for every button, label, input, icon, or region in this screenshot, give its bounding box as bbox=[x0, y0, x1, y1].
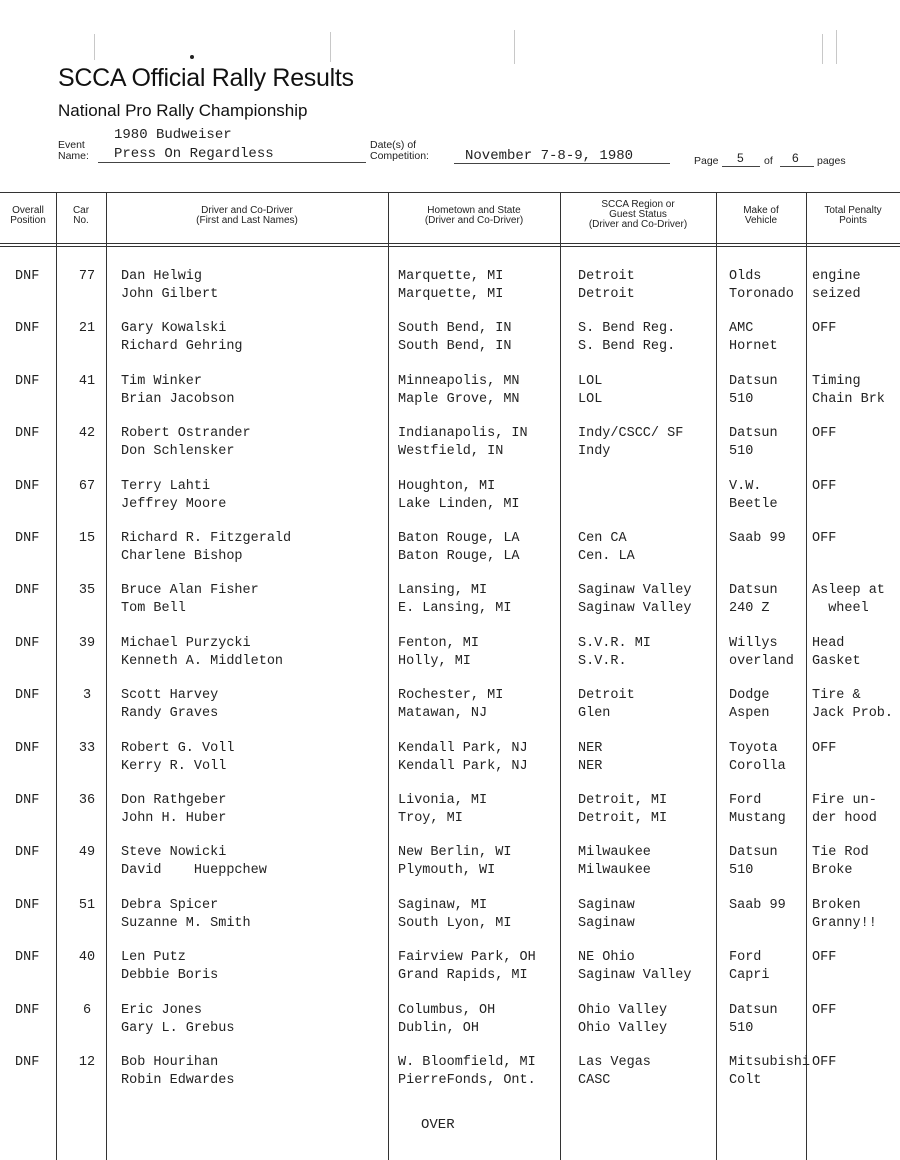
table-row bbox=[0, 1054, 900, 1106]
vehicle-make: Willys overland bbox=[729, 635, 794, 669]
header-make: Make of Vehicle bbox=[743, 205, 779, 226]
car-number: 39 bbox=[78, 635, 96, 651]
hometown: Houghton, MI Lake Linden, MI bbox=[398, 478, 520, 512]
overall-position: DNF bbox=[15, 531, 40, 546]
overall-position: DNF bbox=[15, 321, 40, 337]
table-row bbox=[0, 844, 900, 896]
vehicle-make: Saab 99 bbox=[729, 531, 786, 546]
hometown: Rochester, MI Matawan, NJ bbox=[398, 688, 504, 722]
header-hometown: Hometown and State (Driver and Co-Driver) bbox=[424, 205, 524, 226]
overall-position: DNF bbox=[15, 635, 40, 651]
penalty-points: OFF bbox=[812, 1002, 837, 1018]
driver-names: Scott Harvey Randy Graves bbox=[121, 688, 219, 722]
event-name: Press On Regardless bbox=[114, 146, 274, 162]
scca-region: Saginaw Saginaw bbox=[578, 897, 635, 931]
car-number: 77 bbox=[78, 269, 96, 284]
driver-names: Debra Spicer Suzanne M. Smith bbox=[121, 897, 251, 931]
scca-region: NE Ohio Saginaw Valley bbox=[578, 950, 692, 984]
penalty-points: OFF bbox=[812, 478, 837, 494]
pages-label: pages bbox=[817, 155, 846, 167]
car-number: 35 bbox=[78, 583, 96, 599]
header-driver: Driver and Co-Driver (First and Last Names) bbox=[196, 205, 298, 226]
overall-position: DNF bbox=[15, 845, 40, 861]
penalty-points: OFF bbox=[812, 740, 837, 756]
vehicle-make: Toyota Corolla bbox=[729, 740, 786, 774]
driver-names: Gary Kowalski Richard Gehring bbox=[121, 321, 243, 355]
overall-position: DNF bbox=[15, 478, 40, 494]
page-label: Page bbox=[694, 155, 719, 167]
scca-region: Indy/CSCC/ SF Indy bbox=[578, 426, 684, 460]
scan-mark bbox=[514, 30, 515, 64]
scca-region: Detroit Detroit bbox=[578, 269, 635, 302]
dates-label-top: Date(s) of bbox=[370, 139, 417, 151]
form-subtitle: National Pro Rally Championship bbox=[58, 101, 308, 120]
driver-names: Don Rathgeber John H. Huber bbox=[121, 793, 227, 826]
car-number: 40 bbox=[78, 950, 96, 966]
hometown: Kendall Park, NJ Kendall Park, NJ bbox=[398, 740, 528, 774]
scca-region: Saginaw Valley Saginaw Valley bbox=[578, 583, 692, 617]
penalty-points: Asleep at wheel bbox=[812, 583, 885, 617]
scan-mark bbox=[822, 34, 823, 64]
scca-region: S. Bend Reg. S. Bend Reg. bbox=[578, 321, 676, 355]
header-region: SCCA Region or Guest Status (Driver and Co-Driver) bbox=[588, 199, 688, 230]
penalty-points: OFF bbox=[812, 531, 837, 546]
overall-position: DNF bbox=[15, 373, 40, 389]
overall-position: DNF bbox=[15, 950, 40, 966]
penalty-points: OFF bbox=[812, 321, 837, 337]
driver-names: Dan Helwig John Gilbert bbox=[121, 269, 219, 302]
car-number: 6 bbox=[82, 1002, 92, 1018]
overall-position: DNF bbox=[15, 793, 40, 808]
overall-position: DNF bbox=[15, 740, 40, 756]
table-row bbox=[0, 530, 900, 582]
penalty-points: Fire un- der hood bbox=[812, 793, 877, 826]
results-table bbox=[0, 192, 900, 1160]
scca-region: NER NER bbox=[578, 740, 603, 774]
event-line1: 1980 Budweiser bbox=[114, 127, 232, 143]
overall-position: DNF bbox=[15, 426, 40, 442]
hometown: Lansing, MI E. Lansing, MI bbox=[398, 583, 512, 617]
car-number: 33 bbox=[78, 740, 96, 756]
header-rule-double bbox=[0, 246, 900, 247]
penalty-points: Broken Granny!! bbox=[812, 897, 877, 931]
over-note: OVER bbox=[421, 1117, 455, 1133]
scca-region: LOL LOL bbox=[578, 373, 603, 407]
table-row bbox=[0, 792, 900, 844]
vehicle-make: Datsun 510 bbox=[729, 845, 778, 879]
scca-region: Ohio Valley Ohio Valley bbox=[578, 1002, 668, 1036]
driver-names: Richard R. Fitzgerald Charlene Bishop bbox=[121, 531, 292, 564]
vehicle-make: Dodge Aspen bbox=[729, 688, 770, 722]
scca-region: Detroit Glen bbox=[578, 688, 635, 722]
table-row bbox=[0, 949, 900, 1001]
vehicle-make: Saab 99 bbox=[729, 897, 786, 913]
car-number: 67 bbox=[78, 478, 96, 494]
header-rule bbox=[0, 243, 900, 244]
table-row bbox=[0, 373, 900, 425]
hometown: Fairview Park, OH Grand Rapids, MI bbox=[398, 950, 536, 984]
overall-position: DNF bbox=[15, 1055, 40, 1070]
overall-position: DNF bbox=[15, 583, 40, 599]
vehicle-make: Ford Capri bbox=[729, 950, 770, 984]
page-total-underline bbox=[780, 166, 814, 167]
driver-names: Terry Lahti Jeffrey Moore bbox=[121, 478, 227, 512]
hometown: South Bend, IN South Bend, IN bbox=[398, 321, 512, 355]
hometown: W. Bloomfield, MI PierreFonds, Ont. bbox=[398, 1055, 536, 1088]
hometown: Marquette, MI Marquette, MI bbox=[398, 269, 504, 302]
header-penalty: Total Penalty Points bbox=[824, 205, 882, 226]
driver-names: Robert Ostrander Don Schlensker bbox=[121, 426, 251, 460]
table-row bbox=[0, 582, 900, 634]
scca-region: S.V.R. MI S.V.R. bbox=[578, 635, 651, 669]
car-number: 41 bbox=[78, 373, 96, 389]
penalty-points: Tire & Jack Prob. bbox=[812, 688, 894, 722]
header-car-number: Car No. bbox=[72, 205, 90, 226]
scca-region: Detroit, MI Detroit, MI bbox=[578, 793, 668, 826]
vehicle-make: Datsun 240 Z bbox=[729, 583, 778, 617]
hometown: Minneapolis, MN Maple Grove, MN bbox=[398, 373, 520, 407]
dates-underline bbox=[454, 163, 670, 164]
event-label-top: Event bbox=[58, 139, 85, 151]
penalty-points: Head Gasket bbox=[812, 635, 861, 669]
dates-label-bottom: Competition: bbox=[370, 150, 429, 162]
vehicle-make: Mitsubishi Colt bbox=[729, 1055, 811, 1088]
table-row bbox=[0, 320, 900, 372]
driver-names: Len Putz Debbie Boris bbox=[121, 950, 219, 984]
table-row bbox=[0, 1002, 900, 1054]
car-number: 15 bbox=[78, 531, 96, 546]
scca-region: Las Vegas CASC bbox=[578, 1055, 651, 1088]
table-row bbox=[0, 740, 900, 792]
driver-names: Eric Jones Gary L. Grebus bbox=[121, 1002, 235, 1036]
table-row bbox=[0, 897, 900, 949]
hometown: Saginaw, MI South Lyon, MI bbox=[398, 897, 512, 931]
driver-names: Michael Purzycki Kenneth A. Middleton bbox=[121, 635, 284, 669]
overall-position: DNF bbox=[15, 269, 40, 284]
of-label: of bbox=[764, 155, 773, 167]
table-row bbox=[0, 268, 900, 320]
car-number: 21 bbox=[78, 321, 96, 337]
vehicle-make: V.W. Beetle bbox=[729, 478, 778, 512]
table-row bbox=[0, 478, 900, 530]
hometown: New Berlin, WI Plymouth, WI bbox=[398, 845, 512, 879]
car-number: 36 bbox=[78, 793, 96, 808]
competition-dates: November 7-8-9, 1980 bbox=[465, 148, 634, 164]
table-top-rule bbox=[0, 192, 900, 193]
scca-region: Milwaukee Milwaukee bbox=[578, 845, 651, 879]
driver-names: Robert G. Voll Kerry R. Voll bbox=[121, 740, 235, 774]
form-title: SCCA Official Rally Results bbox=[58, 64, 354, 92]
penalty-points: OFF bbox=[812, 426, 837, 442]
vehicle-make: Olds Toronado bbox=[729, 269, 794, 302]
ink-dot bbox=[190, 55, 194, 59]
scan-mark bbox=[330, 32, 331, 62]
driver-names: Tim Winker Brian Jacobson bbox=[121, 373, 235, 407]
scca-region: Cen CA Cen. LA bbox=[578, 531, 635, 564]
penalty-points: OFF bbox=[812, 1055, 837, 1070]
page-number: 5 bbox=[737, 151, 744, 165]
overall-position: DNF bbox=[15, 897, 40, 913]
overall-position: DNF bbox=[15, 1002, 40, 1018]
penalty-points: Timing Chain Brk bbox=[812, 373, 885, 407]
event-underline bbox=[98, 162, 366, 163]
penalty-points: engine seized bbox=[812, 269, 861, 302]
driver-names: Steve Nowicki David Hueppchew bbox=[121, 845, 267, 879]
hometown: Fenton, MI Holly, MI bbox=[398, 635, 480, 669]
vehicle-make: AMC Hornet bbox=[729, 321, 778, 355]
hometown: Livonia, MI Troy, MI bbox=[398, 793, 488, 826]
penalty-points: OFF bbox=[812, 950, 837, 966]
table-row bbox=[0, 687, 900, 739]
overall-position: DNF bbox=[15, 688, 40, 704]
page-number-underline bbox=[722, 166, 760, 167]
car-number: 51 bbox=[78, 897, 96, 913]
table-row bbox=[0, 635, 900, 687]
scan-mark bbox=[94, 34, 95, 60]
car-number: 3 bbox=[82, 688, 92, 704]
table-row bbox=[0, 425, 900, 477]
driver-names: Bruce Alan Fisher Tom Bell bbox=[121, 583, 259, 617]
penalty-points: Tie Rod Broke bbox=[812, 845, 869, 879]
scan-mark bbox=[836, 30, 837, 64]
vehicle-make: Datsun 510 bbox=[729, 426, 778, 460]
vehicle-make: Ford Mustang bbox=[729, 793, 786, 826]
car-number: 12 bbox=[78, 1055, 96, 1070]
hometown: Indianapolis, IN Westfield, IN bbox=[398, 426, 528, 460]
vehicle-make: Datsun 510 bbox=[729, 373, 778, 407]
car-number: 49 bbox=[78, 845, 96, 861]
driver-names: Bob Hourihan Robin Edwardes bbox=[121, 1055, 235, 1088]
page-total: 6 bbox=[792, 151, 799, 165]
hometown: Baton Rouge, LA Baton Rouge, LA bbox=[398, 531, 520, 564]
event-label-bottom: Name: bbox=[58, 150, 89, 162]
hometown: Columbus, OH Dublin, OH bbox=[398, 1002, 496, 1036]
car-number: 42 bbox=[78, 426, 96, 442]
header-overall-position: Overall Position bbox=[10, 205, 46, 226]
vehicle-make: Datsun 510 bbox=[729, 1002, 778, 1036]
